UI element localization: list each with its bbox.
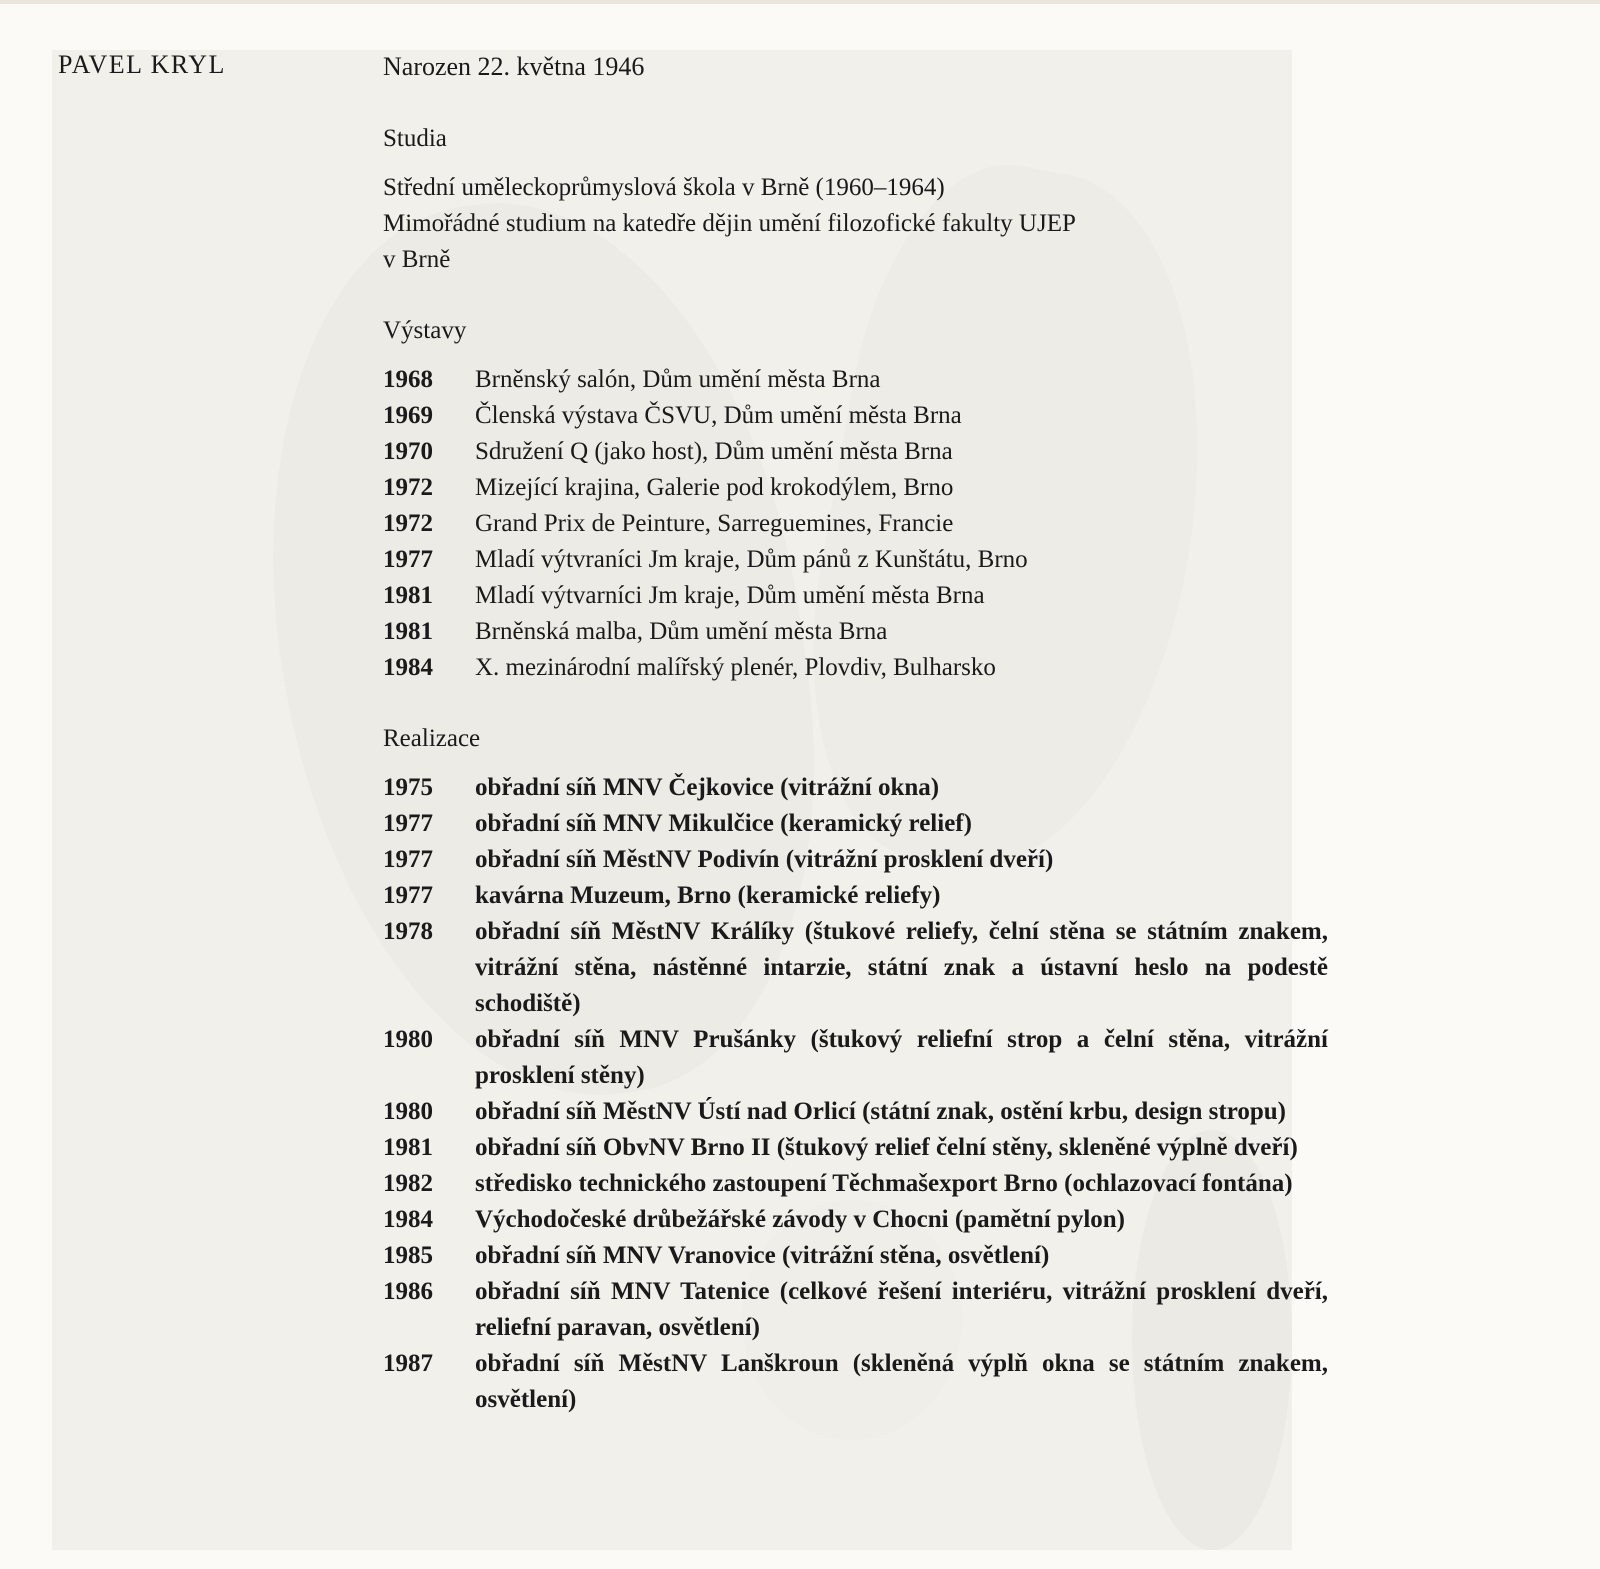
vystavy-entry [383, 398, 1328, 434]
realizace-entry [383, 1130, 1328, 1166]
realizace-entry [383, 1022, 1328, 1094]
entry-text: Sdružení Q (jako host), Dům umění města Brna [475, 438, 953, 465]
vystavy-entry [383, 470, 1328, 506]
entry-text: Východočeské drůbežářské závody v Chocni (pamětní pylon) [475, 1206, 1126, 1233]
realizace-entry [383, 806, 1328, 842]
entry-text: obřadní síň MNV Mikulčice (keramický relief) [475, 810, 972, 837]
entry-year: 1981 [383, 1134, 433, 1161]
entry-text: Mladí výtvraníci Jm kraje, Dům pánů z Kunštátu, Brno [475, 546, 1028, 573]
entry-year: 1984 [383, 1206, 433, 1233]
entry-text: X. mezinárodní malířský plenér, Plovdiv, Bulharsko [475, 654, 996, 681]
realizace-entry [383, 1202, 1328, 1238]
studia-line: v Brně [383, 246, 451, 273]
biography-content [383, 50, 1328, 1418]
entry-text: obřadní síň MěstNV Podivín (vitrážní prosklení dveří) [475, 846, 1054, 873]
realizace-entry [383, 1274, 1328, 1346]
entry-text: obřadní síň MěstNV Lanškroun (skleněná výplň okna se státním znakem, osvětlení) [475, 1350, 1328, 1413]
entry-year: 1969 [383, 402, 433, 429]
entry-text: obřadní síň MNV Tatenice (celkové řešení interiéru, vitrážní prosklení dveří, reliefní paravan, osvětlení) [475, 1278, 1328, 1341]
studia-line: Mimořádné studium na katedře dějin umění filozofické fakulty UJEP [383, 210, 1076, 237]
vystavy-entry [383, 542, 1328, 578]
realizace-entry [383, 914, 1328, 1022]
entry-year: 1980 [383, 1098, 433, 1125]
realizace-entry [383, 878, 1328, 914]
realizace-entry [383, 842, 1328, 878]
studia-list [383, 170, 1328, 278]
entry-year: 1984 [383, 654, 433, 681]
studia-heading: Studia [383, 125, 447, 152]
entry-year: 1977 [383, 846, 433, 873]
vystavy-entry [383, 650, 1328, 686]
entry-year: 1975 [383, 774, 433, 801]
entry-text: obřadní síň MNV Prušánky (štukový reliefní strop a čelní stěna, vitrážní prosklení stěny) [475, 1026, 1328, 1089]
entry-year: 1972 [383, 510, 433, 537]
birth-date: Narozen 22. května 1946 [383, 52, 645, 81]
entry-year: 1978 [383, 918, 433, 945]
entry-year: 1986 [383, 1278, 433, 1305]
vystavy-heading: Výstavy [383, 317, 467, 344]
entry-year: 1980 [383, 1026, 433, 1053]
vystavy-list [383, 362, 1328, 686]
entry-year: 1981 [383, 582, 433, 609]
entry-year: 1970 [383, 438, 433, 465]
entry-year: 1977 [383, 810, 433, 837]
entry-year: 1972 [383, 474, 433, 501]
entry-text: obřadní síň MNV Vranovice (vitrážní stěna, osvětlení) [475, 1242, 1050, 1269]
entry-year: 1987 [383, 1350, 433, 1377]
entry-year: 1977 [383, 882, 433, 909]
entry-text: Členská výstava ČSVU, Dům umění města Brna [475, 402, 962, 429]
vystavy-entry [383, 614, 1328, 650]
entry-year: 1985 [383, 1242, 433, 1269]
entry-text: Mizející krajina, Galerie pod krokodýlem, Brno [475, 474, 954, 501]
vystavy-entry [383, 578, 1328, 614]
realizace-entry [383, 1166, 1328, 1202]
entry-text: Grand Prix de Peinture, Sarreguemines, Francie [475, 510, 954, 537]
entry-text: obřadní síň MěstNV Ústí nad Orlicí (státní znak, ostění krbu, design stropu) [475, 1098, 1286, 1125]
entry-year: 1981 [383, 618, 433, 645]
entry-text: kavárna Muzeum, Brno (keramické reliefy) [475, 882, 941, 909]
realizace-entry [383, 1094, 1328, 1130]
realizace-list [383, 770, 1328, 1418]
vystavy-entry [383, 362, 1328, 398]
realizace-heading: Realizace [383, 725, 481, 752]
realizace-entry [383, 770, 1328, 806]
realizace-entry [383, 1346, 1328, 1418]
studia-line: Střední uměleckoprůmyslová škola v Brně (1960–1964) [383, 174, 945, 201]
entry-text: obřadní síň MěstNV Králíky (štukové reliefy, čelní stěna se státním znakem, vitrážní stěna, nástěnné intarzie, státní znak a ústavní heslo na podestě schodiště) [475, 918, 1328, 1017]
entry-year: 1977 [383, 546, 433, 573]
entry-year: 1968 [383, 366, 433, 393]
entry-text: Brněnská malba, Dům umění města Brna [475, 618, 888, 645]
vystavy-entry [383, 434, 1328, 470]
vystavy-entry [383, 506, 1328, 542]
entry-text: obřadní síň ObvNV Brno II (štukový relief čelní stěny, skleněné výplně dveří) [475, 1134, 1298, 1161]
entry-text: Brněnský salón, Dům umění města Brna [475, 366, 881, 393]
entry-text: Mladí výtvarníci Jm kraje, Dům umění města Brna [475, 582, 985, 609]
entry-text: středisko technického zastoupení Těchmašexport Brno (ochlazovací fontána) [475, 1170, 1293, 1197]
realizace-entry [383, 1238, 1328, 1274]
author-name: PAVEL KRYL [58, 50, 226, 79]
entry-text: obřadní síň MNV Čejkovice (vitrážní okna) [475, 774, 940, 801]
entry-year: 1982 [383, 1170, 433, 1197]
page-top-edge [0, 0, 1600, 4]
